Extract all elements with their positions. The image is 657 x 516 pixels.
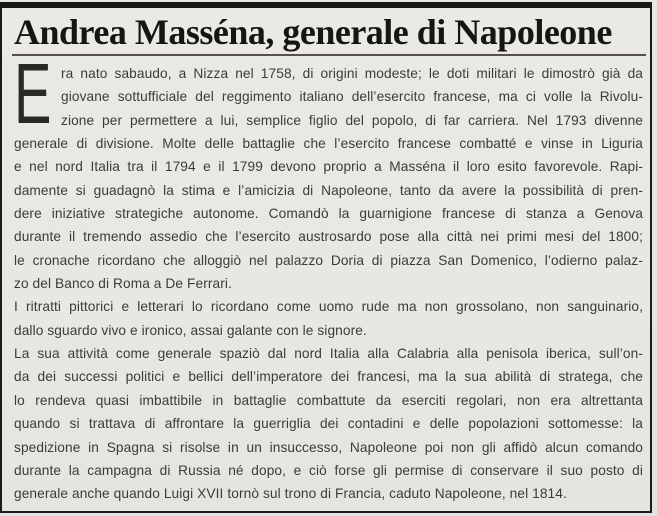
text-line: lo rendeva quasi imbattibile in battaglie combattute da eserciti regolari, non era altrettanta: [14, 392, 643, 408]
text-line: durante la campagna di Russia né dopo, e ciò forse gli permise di conservare il suo posto di: [14, 462, 643, 478]
text-line: durante il tremendo assedio che l’esercito austrosardo pose alla città nei primi mesi del 1800;: [14, 229, 643, 245]
text-line: La sua attività come generale spaziò dal nord Italia alla Calabria alla penisola iberica, sull’on-: [14, 346, 643, 362]
text-line: ra nato sabaudo, a Nizza nel 1758, di origini modeste; le doti militari le dimostrò già da: [61, 66, 643, 81]
text-line: giovane sottufficiale del reggimento italiano dell’esercito francese, ma ci volle la Rivolu-: [61, 89, 643, 105]
text-line: generale di divisione. Molte delle battaglie che l’esercito francese combatté e vinse in Liguria: [14, 136, 643, 152]
text-line: da dei successi politici e bellici dell’imperatore dei francesi, ma la sua abilità di stratega, che: [14, 369, 643, 385]
text-line: le cronache ricordano che alloggiò nel palazzo Doria di piazza San Domenico, l’odierno palaz-: [14, 252, 643, 268]
text-line: zione per permettere a lui, semplice figlio del popolo, di far carriera. Nel 1793 divenne: [61, 112, 643, 128]
text-line: spedizione in Spagna si risolse in un insuccesso, Napoleone poi non gli affidò alcun comando: [14, 439, 643, 455]
text-line: zo del Banco di Roma a De Ferrari.: [14, 276, 232, 292]
text-line: generale anche quando Luigi XVII tornò sul trono di Francia, caduto Napoleone, nel 1814.: [14, 486, 567, 502]
text-line: dallo sguardo vivo e ironico, assai galante con le signore.: [14, 322, 367, 338]
text-line: quando si trattava di affrontare la guerriglia dei contadini e delle popolazioni sottomesse: la: [14, 416, 643, 432]
text-line: e nel nord Italia tra il 1794 e il 1799 devono proprio a Masséna il loro esito favorevole. Rapi-: [14, 159, 643, 175]
text-line: I ritratti pittorici e letterari lo ricordano come uomo rude ma non grossolano, non sanguinario,: [14, 299, 643, 315]
page-title: Andrea Masséna, generale di Napoleone: [14, 12, 612, 52]
article-body: [14, 47, 643, 506]
drop-cap-letter: E: [14, 47, 52, 142]
text-line: damente si guadagnò la stima e l’amicizia di Napoleone, tanto da avere la possibilità di pren-: [14, 182, 643, 198]
text-line: dere iniziative strategiche autonome. Comandò la guarnigione francese di stanza a Genova: [14, 206, 643, 222]
article-box: [0, 2, 652, 513]
title-divider: [12, 54, 646, 56]
